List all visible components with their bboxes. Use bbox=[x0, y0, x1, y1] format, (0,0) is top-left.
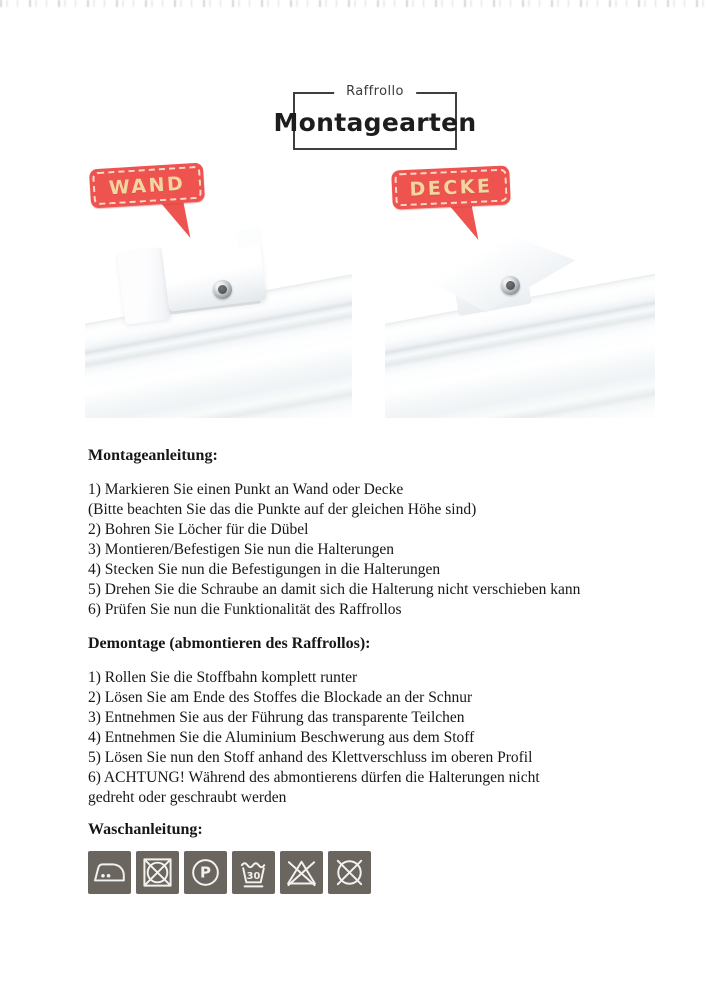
mounting-screw-icon bbox=[501, 276, 520, 295]
care-symbol bbox=[136, 851, 179, 894]
wasch-heading: Waschanleitung: bbox=[88, 821, 203, 838]
brand-logo bbox=[273, 84, 477, 150]
care-symbols-row bbox=[88, 851, 371, 894]
ceiling-bracket-photo bbox=[385, 224, 655, 418]
ceiling-callout bbox=[392, 168, 542, 250]
svg-text:P: P bbox=[200, 863, 211, 882]
instruction-line: 3) Montieren/Befestigen Sie nun die Halterungen bbox=[88, 541, 395, 558]
callout-tail bbox=[156, 201, 196, 238]
logo-title: Montagearten bbox=[273, 107, 477, 137]
svg-text:30: 30 bbox=[246, 870, 261, 882]
care-symbol bbox=[88, 851, 131, 894]
iron-medium-icon bbox=[88, 851, 131, 894]
do-not-bleach-icon bbox=[280, 851, 323, 894]
dry-clean-p-icon bbox=[184, 851, 227, 894]
dashed-border bbox=[92, 166, 202, 206]
wall-callout-label: WAND bbox=[108, 172, 186, 199]
mounting-screw-icon bbox=[213, 280, 232, 299]
instruction-line: 6) Prüfen Sie nun die Funktionalität des Raffrollos bbox=[88, 601, 402, 618]
ceiling-callout-bubble bbox=[391, 165, 511, 209]
instruction-line: 6) ACHTUNG! Während des abmontierens dürfen die Halterungen nicht bbox=[88, 769, 540, 786]
instruction-line: 1) Markieren Sie einen Punkt an Wand oder Decke bbox=[88, 481, 404, 498]
wall-bracket-photo bbox=[85, 224, 352, 418]
do-not-tumble-dry-icon bbox=[136, 851, 179, 894]
instruction-line: 3) Entnehmen Sie aus der Führung das transparente Teilchen bbox=[88, 709, 465, 726]
demontage-section bbox=[88, 634, 540, 808]
instruction-line: gedreht oder geschraubt werden bbox=[88, 789, 287, 806]
instruction-line: 5) Lösen Sie nun den Stoff anhand des Klettverschluss im oberen Profil bbox=[88, 749, 533, 766]
instruction-line: 2) Bohren Sie Löcher für die Dübel bbox=[88, 521, 309, 538]
care-symbol bbox=[232, 851, 275, 894]
instruction-line: 4) Entnehmen Sie die Aluminium Beschwerung aus dem Stoff bbox=[88, 729, 475, 746]
instruction-line: 2) Lösen Sie am Ende des Stoffes die Blockade an der Schnur bbox=[88, 689, 473, 706]
demontage-heading: Demontage (abmontieren des Raffrollos): bbox=[88, 635, 371, 652]
dashed-border bbox=[394, 169, 507, 207]
wall-callout bbox=[90, 166, 240, 248]
instruction-line: 1) Rollen Sie die Stoffbahn komplett runter bbox=[88, 669, 358, 686]
callout-tail bbox=[444, 203, 484, 240]
ceiling-callout-label: DECKE bbox=[409, 174, 493, 201]
screw-head bbox=[506, 281, 515, 290]
care-symbol bbox=[280, 851, 323, 894]
logo-tagline: Raffrollo bbox=[334, 84, 416, 99]
wall-callout-bubble bbox=[89, 163, 205, 209]
care-symbol bbox=[328, 851, 371, 894]
care-symbol bbox=[184, 851, 227, 894]
instruction-line: 4) Stecken Sie nun die Befestigungen in die Halterungen bbox=[88, 561, 441, 578]
montage-heading: Montageanleitung: bbox=[88, 447, 218, 464]
bracket-notch bbox=[236, 227, 264, 248]
montage-section bbox=[88, 446, 580, 620]
wash-30-gentle-icon bbox=[232, 851, 275, 894]
do-not-dry-clean-icon bbox=[328, 851, 371, 894]
instruction-line: (Bitte beachten Sie das die Punkte auf der gleichen Höhe sind) bbox=[88, 501, 477, 518]
instruction-line: 5) Drehen Sie die Schraube an damit sich die Halterung nicht verschieben kann bbox=[88, 581, 581, 598]
screw-head bbox=[218, 285, 227, 294]
scan-edge-artifact bbox=[0, 0, 707, 7]
